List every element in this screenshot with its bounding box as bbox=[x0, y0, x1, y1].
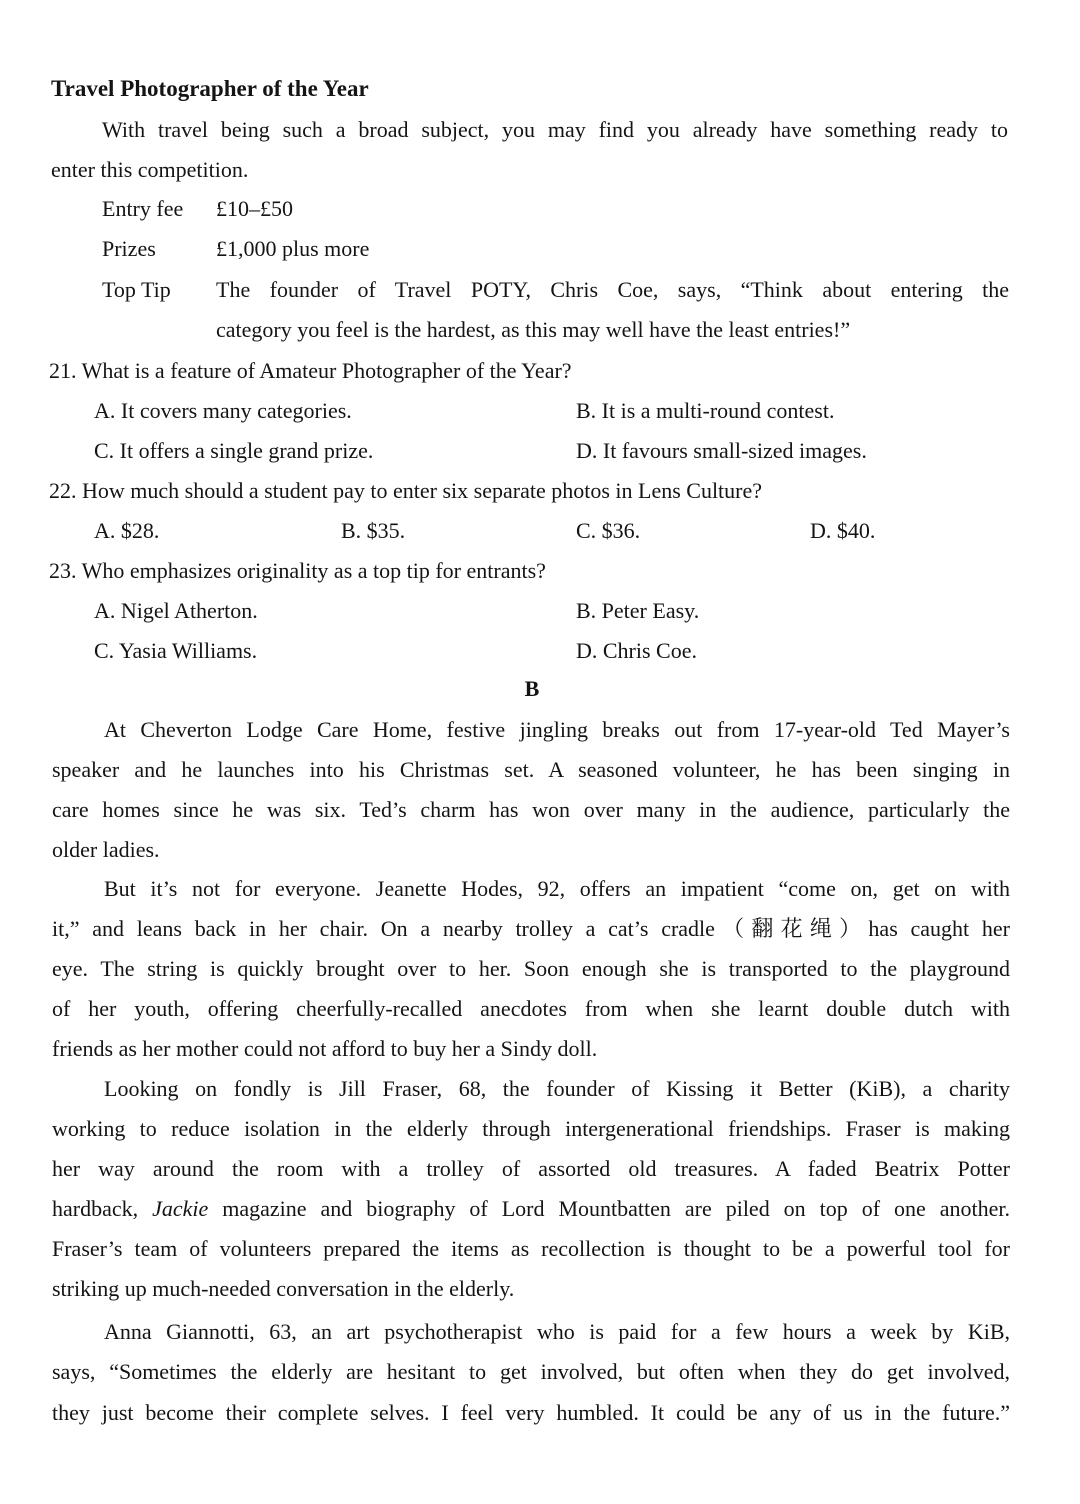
paragraph-line: speaker and he launches into his Christmas set. A seasoned volunteer, he has been singing in bbox=[52, 757, 1010, 782]
top-tip-label: Top Tip bbox=[102, 277, 171, 302]
paragraph-line: Fraser’s team of volunteers prepared the items as recollection is thought to be a powerful tool for bbox=[52, 1236, 1010, 1261]
question-text: What is a feature of Amateur Photographer of the Year? bbox=[81, 358, 572, 383]
question-21 bbox=[49, 356, 572, 386]
entry-fee-label: Entry fee bbox=[102, 196, 184, 221]
paragraph-line: of her youth, offering cheerfully-recalled anecdotes from when she learnt double dutch with bbox=[52, 996, 1010, 1021]
paragraph-line: eye. The string is quickly brought over to her. Soon enough she is transported to the playground bbox=[52, 956, 1010, 981]
paragraph-line: friends as her mother could not afford to buy her a Sindy doll. bbox=[52, 1036, 598, 1061]
option-22-d[interactable]: D. $40. bbox=[810, 518, 876, 543]
question-number: 22. bbox=[49, 478, 77, 503]
option-23-b[interactable]: B. Peter Easy. bbox=[576, 598, 700, 623]
paragraph-text: hardback, bbox=[52, 1196, 139, 1221]
question-text: Who emphasizes originality as a top tip for entrants? bbox=[81, 558, 546, 583]
entry-fee-value: £10–£50 bbox=[216, 196, 293, 221]
paragraph-text: magazine and biography of Lord Mountbatten are piled on top of one another. bbox=[222, 1196, 1011, 1221]
paragraph-line: striking up much-needed conversation in the elderly. bbox=[52, 1276, 515, 1301]
top-tip-text: category you feel is the hardest, as this may well have the least entries!” bbox=[216, 317, 851, 342]
question-number: 23. bbox=[49, 558, 77, 583]
option-22-a[interactable]: A. $28. bbox=[94, 518, 160, 543]
option-21-c[interactable]: C. It offers a single grand prize. bbox=[94, 438, 374, 463]
option-21-a[interactable]: A. It covers many categories. bbox=[94, 398, 352, 423]
question-23 bbox=[49, 556, 546, 586]
option-23-d[interactable]: D. Chris Coe. bbox=[576, 638, 697, 663]
option-21-b[interactable]: B. It is a multi-round contest. bbox=[576, 398, 835, 423]
paragraph-line: it,” and leans back in her chair. On a nearby trolley a cat’s cradle（翻花绳）has caught her bbox=[52, 916, 1010, 941]
section-heading: B bbox=[524, 676, 540, 701]
paragraph-line: says, “Sometimes the elderly are hesitant to get involved, but often when they do get involved, bbox=[52, 1359, 1010, 1384]
paragraph-line: older ladies. bbox=[52, 837, 160, 862]
option-21-d[interactable]: D. It favours small-sized images. bbox=[576, 438, 867, 463]
paragraph-line: At Cheverton Lodge Care Home, festive jingling breaks out from 17-year-old Ted Mayer’s bbox=[104, 717, 1010, 742]
prizes-value: £1,000 plus more bbox=[216, 236, 370, 261]
question-22 bbox=[49, 476, 762, 506]
paragraph-line: care homes since he was six. Ted’s charm has won over many in the audience, particularly the bbox=[52, 797, 1010, 822]
paragraph-line: Looking on fondly is Jill Fraser, 68, the founder of Kissing it Better (KiB), a charity bbox=[104, 1076, 1010, 1101]
paragraph-line: working to reduce isolation in the elderly through intergenerational friendships. Fraser is making bbox=[52, 1116, 1010, 1141]
paragraph-line: they just become their complete selves. I feel very humbled. It could be any of us in the future.” bbox=[52, 1400, 1010, 1425]
question-text: How much should a student pay to enter six separate photos in Lens Culture? bbox=[82, 478, 763, 503]
magazine-title: Jackie bbox=[152, 1196, 209, 1221]
option-22-b[interactable]: B. $35. bbox=[341, 518, 406, 543]
top-tip-text: The founder of Travel POTY, Chris Coe, says, “Think about entering the bbox=[216, 277, 1009, 302]
option-22-c[interactable]: C. $36. bbox=[576, 518, 641, 543]
paragraph-line: Anna Giannotti, 63, an art psychotherapist who is paid for a few hours a week by KiB, bbox=[104, 1319, 1010, 1344]
option-23-c[interactable]: C. Yasia Williams. bbox=[94, 638, 258, 663]
question-number: 21. bbox=[49, 358, 77, 383]
paragraph-line: her way around the room with a trolley of assorted old treasures. A faded Beatrix Potter bbox=[52, 1156, 1010, 1181]
section-title: Travel Photographer of the Year bbox=[51, 76, 369, 101]
paragraph-line bbox=[52, 1194, 1010, 1224]
option-23-a[interactable]: A. Nigel Atherton. bbox=[94, 598, 258, 623]
prizes-label: Prizes bbox=[102, 236, 156, 261]
paragraph-line: But it’s not for everyone. Jeanette Hodes, 92, offers an impatient “come on, get on with bbox=[104, 876, 1010, 901]
intro-line: With travel being such a broad subject, you may find you already have something ready to bbox=[102, 117, 1008, 142]
intro-line: enter this competition. bbox=[51, 157, 249, 182]
